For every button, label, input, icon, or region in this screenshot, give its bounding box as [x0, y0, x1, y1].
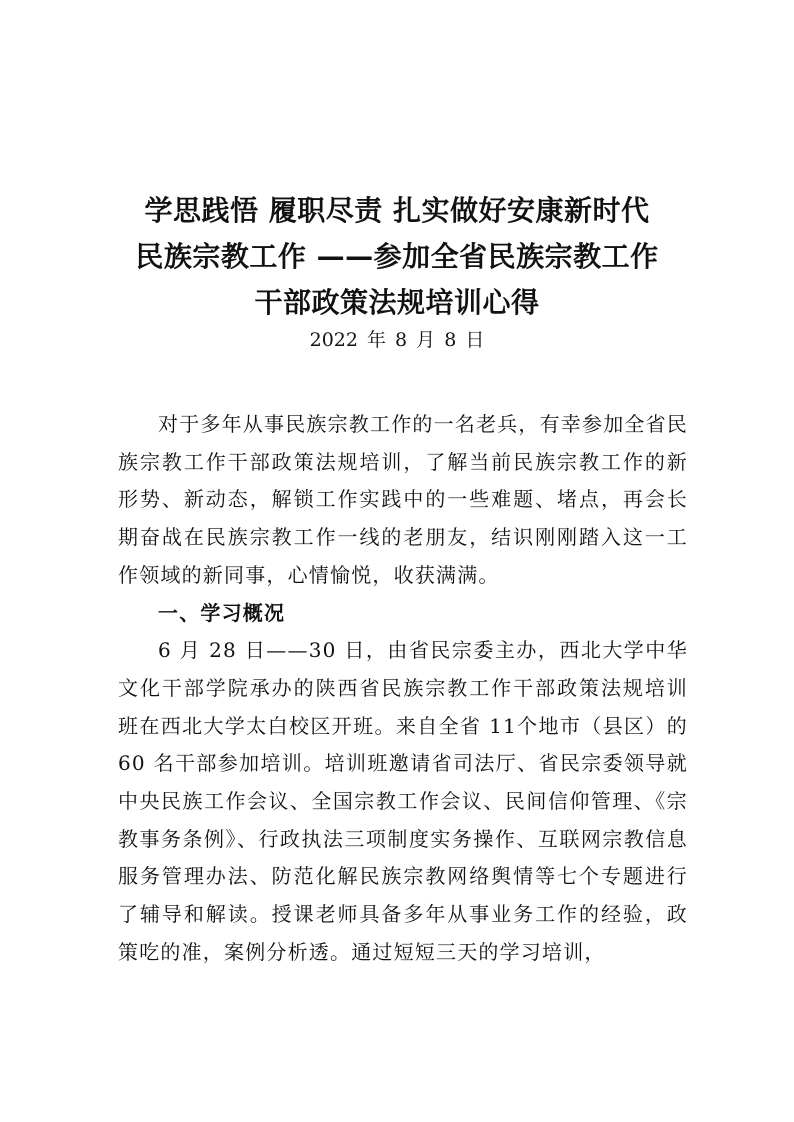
title-line-3: 干部政策法规培训心得	[254, 286, 540, 319]
section-paragraph: 6 月 28 日——30 日，由省民宗委主办，西北大学中华文化干部学院承办的陕西省民族宗教工作干部政策法规培训班在西北大学太白校区开班。来自全省 11个地市（县区）的 60 名干部参加培训。培训班邀请省司法厅、省民宗委领导就中央民族工作会议、全国宗教工作会议、民间信仰管理、《宗教事务条例》、行政执法三项制度实务操作、互联网宗教信息服务管理办法、防范化解民族宗教网络舆情等七个专题进行了辅导和解读。授课老师具备多年从事业务工作的经验，政策吃的准，案例分析透。通过短短三天的学习培训，	[118, 638, 688, 964]
intro-paragraph: 对于多年从事民族宗教工作的一名老兵，有幸参加全省民族宗教工作干部政策法规培训，了解当前民族宗教工作的新形势、新动态，解锁工作实践中的一些难题、堵点，再会长期奋战在民族宗教工作一线的老朋友，结识刚刚踏入这一工作领域的新同事，心情愉悦，收获满满。	[118, 412, 688, 587]
title-line-2: 民族宗教工作 ——参加全省民族宗教工作	[135, 240, 659, 273]
document-title	[110, 188, 684, 326]
section-heading: 一、学习概况	[158, 600, 286, 625]
document-body	[118, 406, 688, 972]
title-line-1: 学思践悟 履职尽责 扎实做好安康新时代	[144, 194, 650, 227]
document-date: 2022 年 8 月 8 日	[309, 329, 485, 351]
